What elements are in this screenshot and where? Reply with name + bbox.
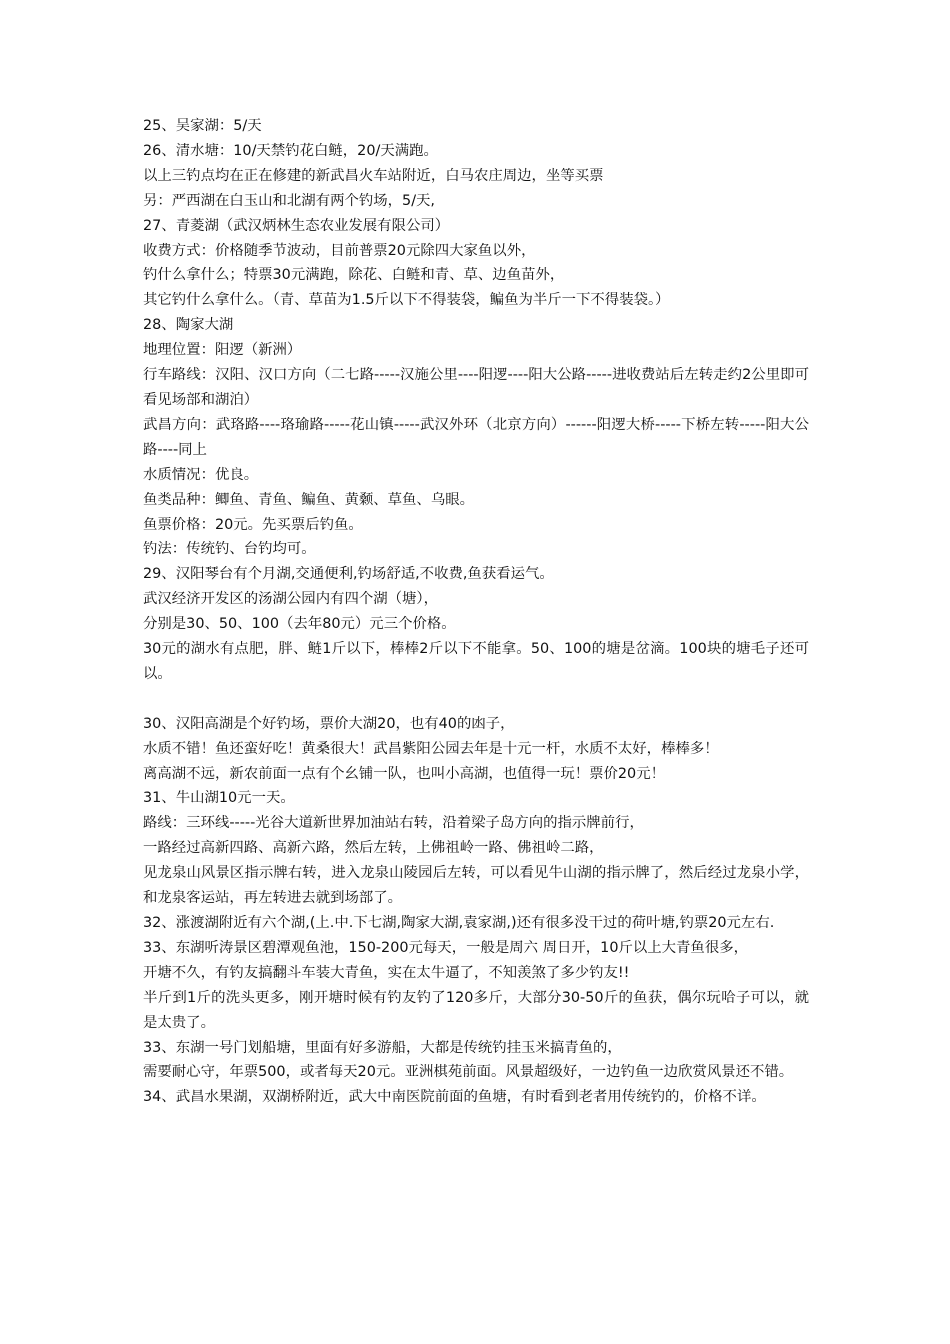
paragraph: 32、涨渡湖附近有六个湖,(上.中.下七湖,陶家大湖,袁家湖,)还有很多没干过的荷叶塘,钓票20元左右. — [143, 914, 775, 931]
paragraph: 29、汉阳琴台有个月湖,交通便利,钓场舒适,不收费,鱼获看运气。 — [143, 566, 554, 583]
document-body — [143, 114, 809, 1110]
paragraph: 离高湖不远，新农前面一点有个幺铺一队，也叫小高湖，也值得一玩！票价20元！ — [143, 765, 665, 782]
paragraph: 以上三钓点均在正在修建的新武昌火车站附近，白马农庄周边，坐等买票 — [143, 167, 604, 184]
paragraph: 水质不错！鱼还蛮好吃！黄桑很大！武昌紫阳公园去年是十元一杆，水质不太好，棒棒多！ — [143, 740, 719, 757]
blank-line — [143, 687, 809, 712]
paragraph: 30、汉阳高湖是个好钓场，票价大湖20，也有40的凼子， — [143, 715, 515, 732]
paragraph: 31、牛山湖10元一天。 — [143, 790, 295, 807]
paragraph: 水质情况：优良。 — [143, 466, 259, 483]
paragraph: 钓什么拿什么；特票30元满跑，除花、白鲢和青、草、边鱼苗外， — [143, 267, 565, 284]
paragraph: 26、清水塘：10/天禁钓花白鲢，20/天满跑。 — [143, 142, 438, 159]
paragraph: 鱼类品种：鲫鱼、青鱼、鳊鱼、黄颡、草鱼、乌眼。 — [143, 491, 474, 508]
paragraph: 钓法：传统钓、台钓均可。 — [143, 541, 316, 558]
paragraph: 武昌方向：武珞路----珞瑜路-----花山镇-----武汉外环（北京方向）------阳逻大桥-----下桥左转-----阳大公路----同上 — [143, 416, 809, 458]
paragraph: 28、陶家大湖 — [143, 317, 234, 334]
paragraph: 33、东湖一号门划船塘，里面有好多游船，大都是传统钓挂玉米搞青鱼的， — [143, 1039, 622, 1056]
paragraph: 地理位置：阳逻（新洲） — [143, 342, 302, 359]
paragraph: 收费方式：价格随季节波动，目前普票20元除四大家鱼以外， — [143, 242, 536, 259]
paragraph: 30元的湖水有点肥，胖、鲢1斤以下，棒棒2斤以下不能拿。50、100的塘是岔滴。100块的塘毛子还可以。 — [143, 641, 809, 682]
paragraph: 见龙泉山风景区指示牌右转，进入龙泉山陵园后左转，可以看见牛山湖的指示牌了，然后经过龙泉小学，和龙泉客运站，再左转进去就到场部了。 — [143, 865, 809, 907]
paragraph: 半斤到1斤的洗头更多，刚开塘时候有钓友钓了120多斤，大部分30-50斤的鱼获，偶尔玩哈子可以，就是太贵了。 — [143, 989, 809, 1031]
paragraph: 25、吴家湖：5/天 — [143, 118, 262, 134]
paragraph: 路线：三环线-----光谷大道新世界加油站右转，沿着梁子岛方向的指示牌前行， — [143, 815, 644, 832]
paragraph: 34、武昌水果湖，双湖桥附近，武大中南医院前面的鱼塘，有时看到老者用传统钓的，价格不详。 — [143, 1089, 766, 1106]
paragraph: 武汉经济开发区的汤湖公园内有四个湖（塘）， — [143, 591, 439, 608]
paragraph: 27、青菱湖（武汉炳林生态农业发展有限公司） — [143, 217, 450, 234]
paragraph: 行车路线：汉阳、汉口方向（二七路-----汉施公里----阳逻----阳大公路-----进收费站后左转走约2公里即可看见场部和湖泊） — [143, 367, 809, 408]
paragraph: 需要耐心守，年票500，或者每天20元。亚洲棋苑前面。风景超级好，一边钓鱼一边欣赏风景还不错。 — [143, 1064, 794, 1081]
paragraph: 分别是30、50、100（去年80元）元三个价格。 — [143, 616, 456, 633]
paragraph: 另：严西湖在白玉山和北湖有两个钓场，5/天, — [143, 192, 436, 209]
paragraph: 其它钓什么拿什么。（青、草苗为1.5斤以下不得装袋，鳊鱼为半斤一下不得装袋。） — [143, 292, 670, 309]
paragraph: 鱼票价格：20元。先买票后钓鱼。 — [143, 516, 363, 533]
paragraph: 33、东湖听涛景区碧潭观鱼池，150-200元每天，一般是周六 周日开，10斤以上大青鱼很多， — [143, 939, 748, 956]
paragraph: 开塘不久，有钓友搞翻斗车装大青鱼，实在太牛逼了，不知羡煞了多少钓友!! — [143, 964, 630, 981]
paragraph: 一路经过高新四路、高新六路，然后左转，上佛祖岭一路、佛祖岭二路， — [143, 840, 604, 857]
